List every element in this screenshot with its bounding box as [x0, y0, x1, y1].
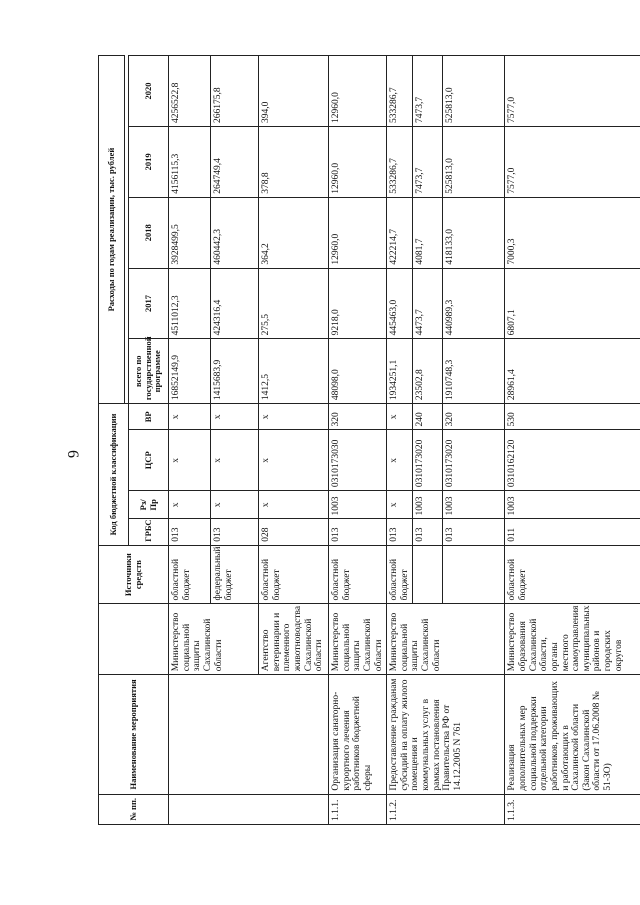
row-rzpr: х	[211, 491, 259, 519]
row-vr: х	[169, 404, 211, 430]
row-2018: 12960,0	[329, 197, 387, 268]
row-2019: 4156115,3	[169, 126, 211, 197]
row-vr: 240	[413, 404, 443, 430]
row-2019: 7577,0	[505, 126, 640, 197]
header-vr: ВР	[129, 404, 169, 430]
row-csr: х	[387, 430, 413, 491]
row-csr: 0310173030	[329, 430, 387, 491]
row-source	[443, 545, 505, 604]
header-2018: 2018	[129, 197, 169, 268]
row-total: 1910748,3	[443, 339, 505, 404]
row-grbs: 011	[505, 519, 640, 545]
row-grbs: 013	[443, 519, 505, 545]
row-executor: Агентство ветеринарии и племенного животноводства Сахалинской области	[259, 604, 329, 675]
row-csr: х	[259, 430, 329, 491]
row-source: областной бюджет	[329, 545, 387, 604]
row-2019: 7473,7	[413, 126, 443, 197]
row-no: 1.1.3.	[505, 794, 640, 824]
row-2017: 445463,0	[387, 268, 413, 339]
row-2018: 7000,3	[505, 197, 640, 268]
row-csr: х	[169, 430, 211, 491]
row-2017: 424316,4	[211, 268, 259, 339]
header-csr: ЦСР	[129, 430, 169, 491]
row-csr: 0310162120	[505, 430, 640, 491]
header-executor	[99, 604, 169, 675]
row-vr: 320	[329, 404, 387, 430]
row-2018: 418133,0	[443, 197, 505, 268]
row-grbs: 013	[387, 519, 413, 545]
row-rzpr: 1003	[443, 491, 505, 519]
row-total: 48098,0	[329, 339, 387, 404]
row-rzpr: х	[259, 491, 329, 519]
header-budget-code: Код бюджетной классификации	[99, 404, 129, 546]
row-name: Реализация дополнительных мер социальной поддержки отдельной категории работников, проживающих и работающих в Сахалинской области (Закон Сахалинской области от 17.06.2008 № 51-ЗО)	[505, 675, 640, 794]
row-grbs: 013	[413, 519, 443, 545]
header-2019: 2019	[129, 126, 169, 197]
row-executor: Министерство социальной защиты Сахалинской области	[329, 604, 387, 675]
row-source: областной бюджет	[259, 545, 329, 604]
row-2017: 9218,0	[329, 268, 387, 339]
row-2018: 4081,7	[413, 197, 443, 268]
row-rzpr: х	[169, 491, 211, 519]
row-2018: 364,2	[259, 197, 329, 268]
row-total: 1412,5	[259, 339, 329, 404]
row-2020: 266175,8	[211, 56, 259, 127]
row-2019: 12960,0	[329, 126, 387, 197]
row-2017: 4473,7	[413, 268, 443, 339]
row-2018: 422214,7	[387, 197, 413, 268]
page-number: 6	[64, 450, 81, 458]
header-total: всего по государственной программе	[129, 339, 169, 404]
table-row	[387, 56, 413, 825]
rotated-table-container	[98, 55, 624, 825]
row-2020: 7577,0	[505, 56, 640, 127]
row-total: 16852149,9	[169, 339, 211, 404]
row-total: 23502,8	[413, 339, 443, 404]
row-executor: Министерство социальной защиты Сахалинской области	[387, 604, 505, 675]
row-2017: 440989,3	[443, 268, 505, 339]
row-source: областной бюджет	[169, 545, 211, 604]
row-2019: 264749,4	[211, 126, 259, 197]
header-source: Источники средств	[99, 545, 169, 604]
row-csr: 0310173020	[413, 430, 443, 491]
row-vr: х	[387, 404, 413, 430]
row-source	[413, 545, 443, 604]
row-2020: 7473,7	[413, 56, 443, 127]
row-total: 1415683,9	[211, 339, 259, 404]
row-source: областной бюджет	[387, 545, 413, 604]
row-vr: х	[259, 404, 329, 430]
row-2019: 525813,0	[443, 126, 505, 197]
row-2020: 4256522,8	[169, 56, 211, 127]
row-name: Предоставление гражданам субсидий на оплату жилого помещения и коммунальных услуг в рамках постановления Правительства РФ от 14.12.2005 N 761	[387, 675, 505, 794]
row-2018: 3928499,5	[169, 197, 211, 268]
row-2017: 6807,1	[505, 268, 640, 339]
table-row	[169, 56, 211, 825]
row-2020: 394,0	[259, 56, 329, 127]
row-executor: Министерство социальной защиты Сахалинской области	[169, 604, 259, 675]
row-rzpr: 1003	[413, 491, 443, 519]
row-no	[169, 794, 329, 824]
row-no: 1.1.2.	[387, 794, 505, 824]
row-2020: 525813,0	[443, 56, 505, 127]
row-no: 1.1.1.	[329, 794, 387, 824]
row-rzpr: 1003	[505, 491, 640, 519]
row-rzpr: х	[387, 491, 413, 519]
header-2020: 2020	[129, 56, 169, 127]
row-2020: 533286,7	[387, 56, 413, 127]
row-name: Организация санаторно-курортного лечения работников бюджетной сферы	[329, 675, 387, 794]
row-2017: 4511012,3	[169, 268, 211, 339]
row-total: 28961,4	[505, 339, 640, 404]
header-2017: 2017	[129, 268, 169, 339]
row-2019: 533286,7	[387, 126, 413, 197]
table-row	[505, 56, 640, 825]
row-csr: 0310173020	[443, 430, 505, 491]
row-total: 1934251,1	[387, 339, 413, 404]
row-2018: 460442,3	[211, 197, 259, 268]
row-vr: х	[211, 404, 259, 430]
row-2019: 378,8	[259, 126, 329, 197]
row-grbs: 013	[329, 519, 387, 545]
header-grbs: ГРБС	[129, 519, 169, 545]
row-grbs: 028	[259, 519, 329, 545]
row-grbs: 013	[169, 519, 211, 545]
header-rzpr: Рз/Пр	[129, 491, 169, 519]
header-expenses: Расходы по годам реализации, тыс. рублей	[99, 56, 125, 404]
row-grbs: 013	[211, 519, 259, 545]
header-no: № пп.	[99, 794, 169, 824]
row-2017: 275,5	[259, 268, 329, 339]
row-source: областной бюджет	[505, 545, 640, 604]
table-row	[329, 56, 387, 825]
row-vr: 530	[505, 404, 640, 430]
budget-table	[98, 55, 640, 825]
row-executor: Министерство образования Сахалинской области, органы местного самоуправления муниципальных районов и городских округов	[505, 604, 640, 675]
row-name	[169, 675, 329, 794]
row-rzpr: 1003	[329, 491, 387, 519]
row-csr: х	[211, 430, 259, 491]
row-2020: 12960,0	[329, 56, 387, 127]
row-source: федеральный бюджет	[211, 545, 259, 604]
row-vr: 320	[443, 404, 505, 430]
header-name: Наименование мероприятия	[99, 675, 169, 794]
